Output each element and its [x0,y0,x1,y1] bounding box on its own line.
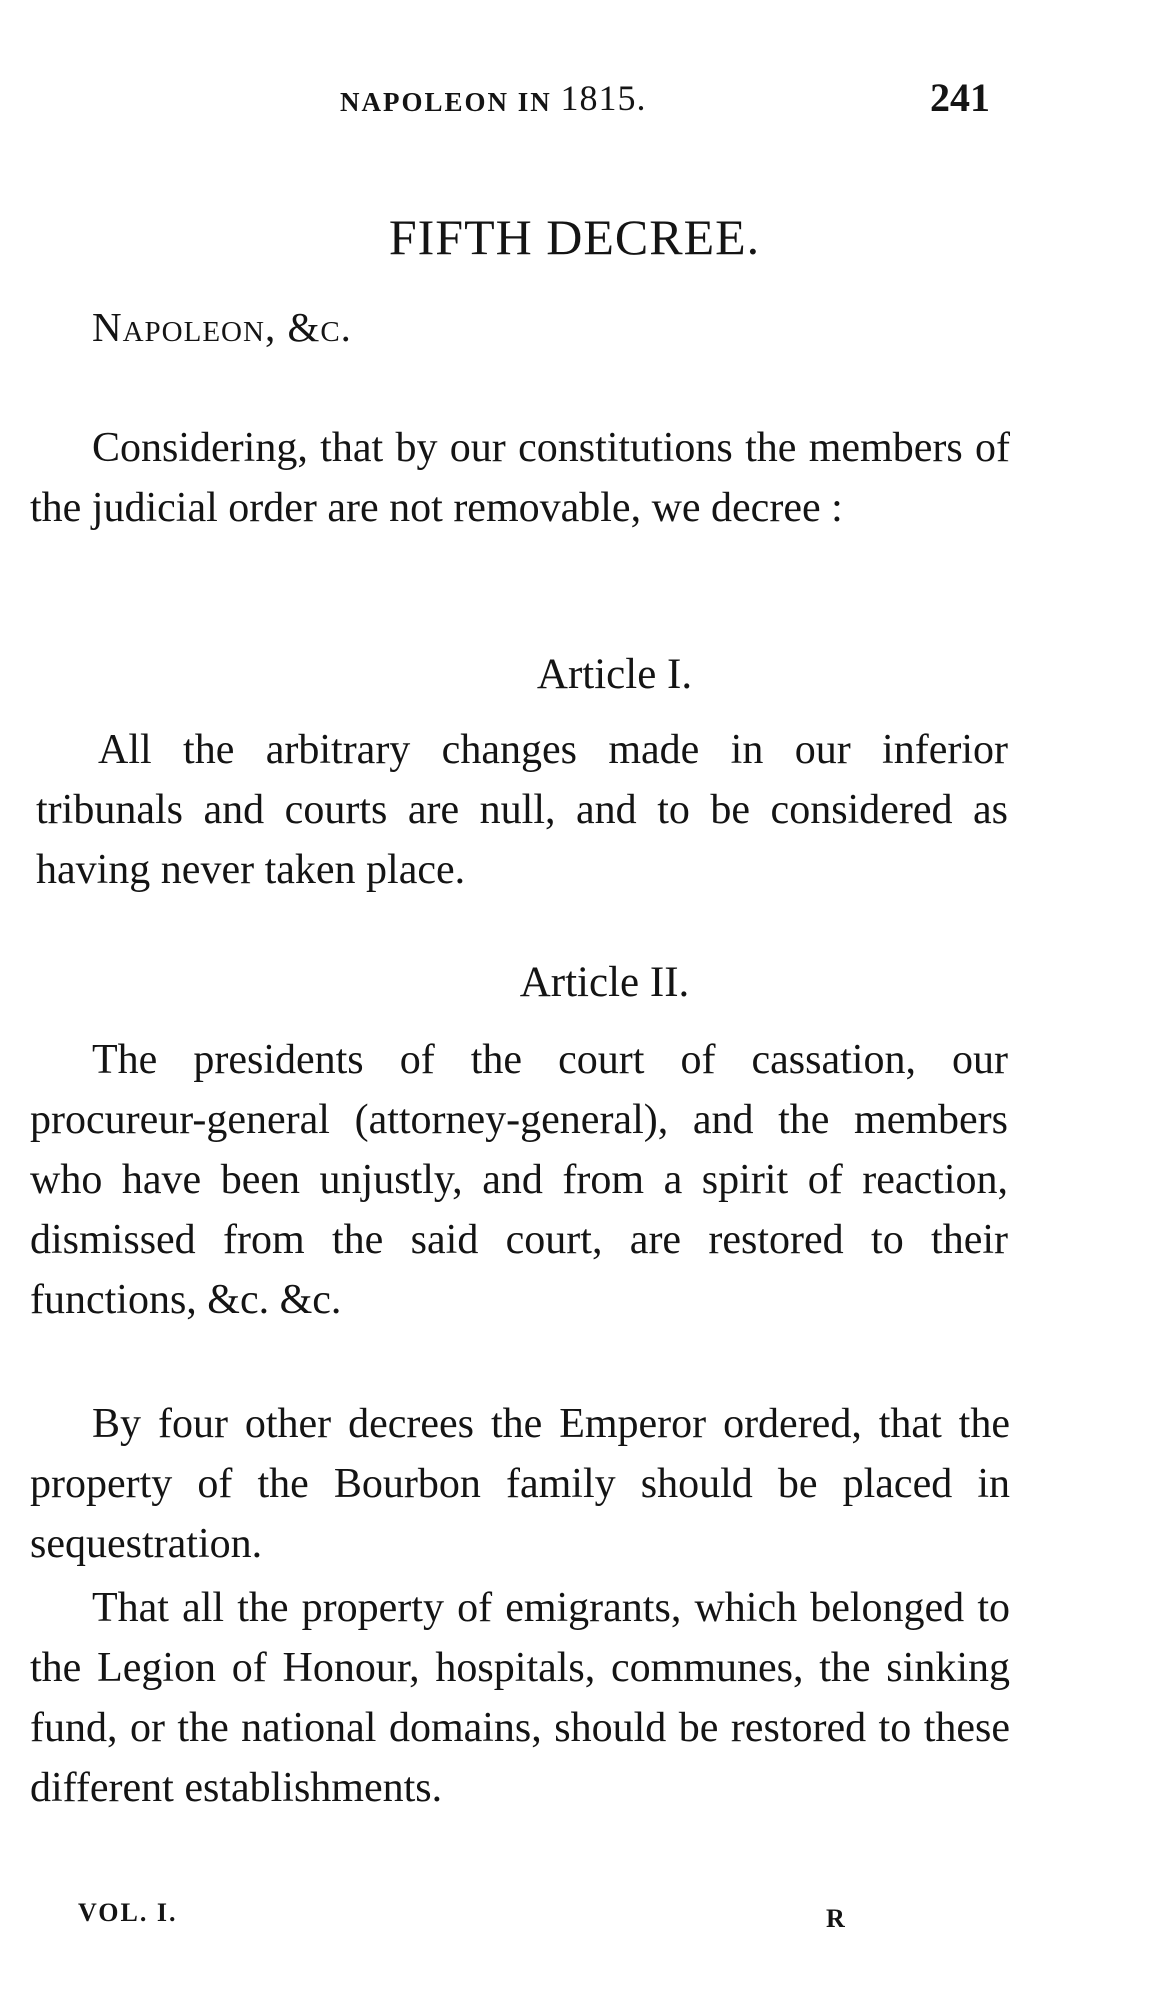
running-title-year: 1815. [560,78,647,118]
article-2-heading: Article II. [519,959,690,1006]
running-title [340,78,647,120]
signature-mark: R [826,1904,845,1933]
volume-marker: VOL. I. [78,1898,178,1927]
article-1-text: All the arbitrary changes made in our inferior tribunals and courts are null, and to be considered as having never taken place. [36,727,1008,893]
closing-paragraph-1: By four other decrees the Emperor ordered, that the property of the Bourbon family should be placed in sequestration. [30,1401,1010,1567]
decree-author: Napoleon, &c. [92,304,352,350]
article-2-text: The presidents of the court of cassation, our procureur-general (attorney-general), and the members who have been unjustly, and from a spirit of reaction, dismissed from the said court, are restored to their functions, &c. &c. [30,1037,1008,1323]
decree-title: FIFTH DECREE. [388,209,761,265]
article-1-heading: Article I. [536,651,693,698]
page-number: 241 [930,75,990,120]
page-footer [0,1898,1149,1938]
closing-paragraph-2: That all the property of emigrants, which belonged to the Legion of Honour, hospitals, communes, the sinking fund, or the national domains, should be restored to these different establishments. [30,1585,1010,1811]
preamble-paragraph: Considering, that by our constitutions the members of the judicial order are not removable, we decree : [30,425,1010,531]
running-title-text: NAPOLEON IN [340,87,552,117]
running-head [0,75,1149,128]
